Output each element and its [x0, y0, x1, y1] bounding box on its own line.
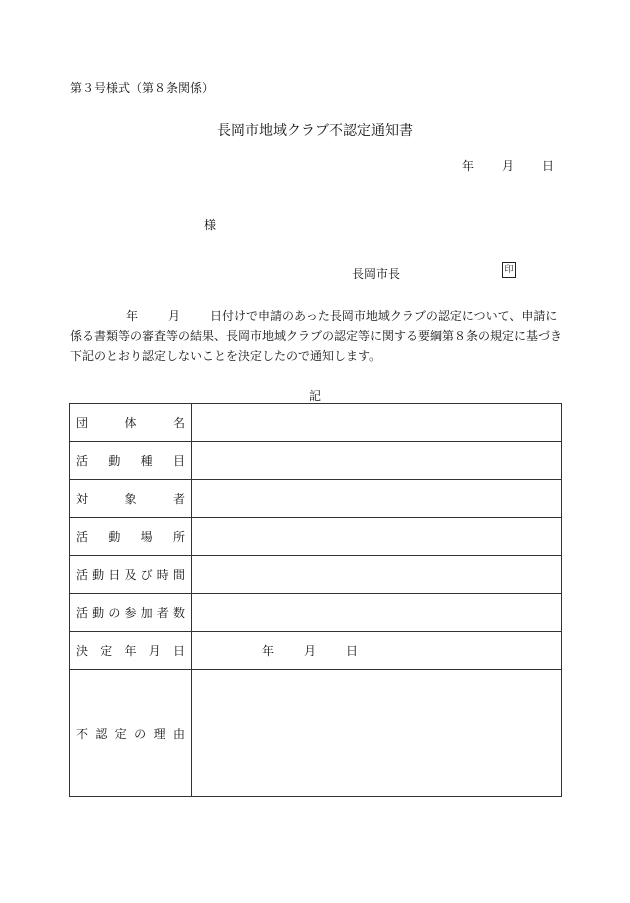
body-year: 年 [126, 309, 139, 323]
label-char: 由 [172, 726, 185, 741]
activity-place-field[interactable] [192, 518, 562, 556]
issue-date-year: 年 [462, 159, 475, 173]
label-char: 理 [153, 726, 166, 741]
notice-body [70, 306, 562, 366]
row-label [70, 670, 192, 797]
label-char: 活 [76, 568, 89, 582]
label-char: 決 [76, 644, 89, 658]
label-sankasha [76, 604, 185, 621]
label-char: 活 [76, 530, 89, 544]
label-char: 年 [124, 644, 137, 658]
label-char: 象 [124, 492, 137, 506]
details-table [69, 403, 562, 797]
label-char: 対 [76, 492, 89, 506]
table-row [70, 404, 562, 442]
label-char: 定 [114, 726, 127, 741]
label-char: び [140, 568, 153, 582]
label-char: 及 [124, 568, 137, 582]
form-number: 第３号様式（第８条関係） [70, 81, 215, 95]
decision-date-field[interactable] [192, 632, 562, 670]
issue-date-month: 月 [502, 159, 515, 173]
rejection-reason-field[interactable] [192, 670, 562, 797]
label-char: 種 [140, 454, 153, 468]
label-char: 日 [172, 644, 185, 658]
label-char: の [134, 726, 147, 741]
table-row [70, 594, 562, 632]
label-char: 月 [148, 644, 161, 658]
row-label [70, 632, 192, 670]
label-char: 活 [76, 606, 89, 620]
label-char: 時 [156, 568, 169, 582]
label-katsudou-basho [76, 528, 185, 545]
ki-heading: 記 [308, 389, 321, 403]
label-char: 動 [92, 568, 105, 582]
group-name-field[interactable] [192, 404, 562, 442]
participants-field[interactable] [192, 594, 562, 632]
label-char: 者 [172, 492, 185, 506]
row-label [70, 480, 192, 518]
row-label [70, 442, 192, 480]
label-char: 目 [172, 454, 185, 468]
row-label [70, 556, 192, 594]
table-row [70, 556, 562, 594]
decision-day: 日 [346, 644, 359, 658]
label-char: 活 [76, 454, 89, 468]
label-char: 認 [95, 726, 108, 741]
issue-date [462, 157, 554, 174]
label-char: 定 [100, 644, 113, 658]
label-char: 日 [108, 568, 121, 582]
table-row [70, 518, 562, 556]
label-char: 体 [124, 416, 137, 430]
activity-type-field[interactable] [192, 442, 562, 480]
document-title: 長岡市地域クラブ不認定通知書 [217, 123, 413, 139]
label-kettei [76, 642, 185, 659]
label-katsudoubi [76, 566, 185, 583]
body-month: 月 [168, 309, 181, 323]
row-label [70, 594, 192, 632]
label-char: 団 [76, 416, 89, 430]
label-char: 場 [140, 530, 153, 544]
label-char: 数 [172, 606, 185, 620]
label-char: 動 [108, 530, 121, 544]
decision-month: 月 [304, 644, 317, 658]
label-char: 間 [172, 568, 185, 582]
table-row [70, 480, 562, 518]
label-dantaimei [76, 414, 185, 431]
decision-year: 年 [262, 644, 275, 658]
issue-date-day: 日 [542, 159, 555, 173]
table-row [70, 442, 562, 480]
body-text: 日付けで申請のあった長岡市地域クラブの認定について、申請に係る書類等の審査等の結果、長岡市地域クラブの認定等に関する要綱第８条の規定に基づき下記のとおり認定しないことを決定したので通知します。 [70, 309, 563, 363]
activity-time-field[interactable] [192, 556, 562, 594]
label-char: 動 [108, 454, 121, 468]
label-taishousha [76, 490, 185, 507]
label-katsudou-shumoku [76, 452, 185, 469]
label-char: 名 [172, 416, 185, 430]
label-char: 所 [172, 530, 185, 544]
table-row [70, 670, 562, 797]
label-char: 不 [76, 726, 89, 741]
label-char: 者 [156, 606, 169, 620]
label-char: の [108, 606, 121, 620]
issuer-name: 長岡市長 [352, 267, 401, 281]
table-row [70, 632, 562, 670]
row-label [70, 404, 192, 442]
label-riyuu [76, 725, 185, 742]
label-char: 参 [124, 606, 137, 620]
target-people-field[interactable] [192, 480, 562, 518]
label-char: 加 [140, 606, 153, 620]
row-label [70, 518, 192, 556]
seal-stamp: 印 [502, 262, 516, 278]
label-char: 動 [92, 606, 105, 620]
addressee-suffix: 様 [204, 218, 217, 232]
